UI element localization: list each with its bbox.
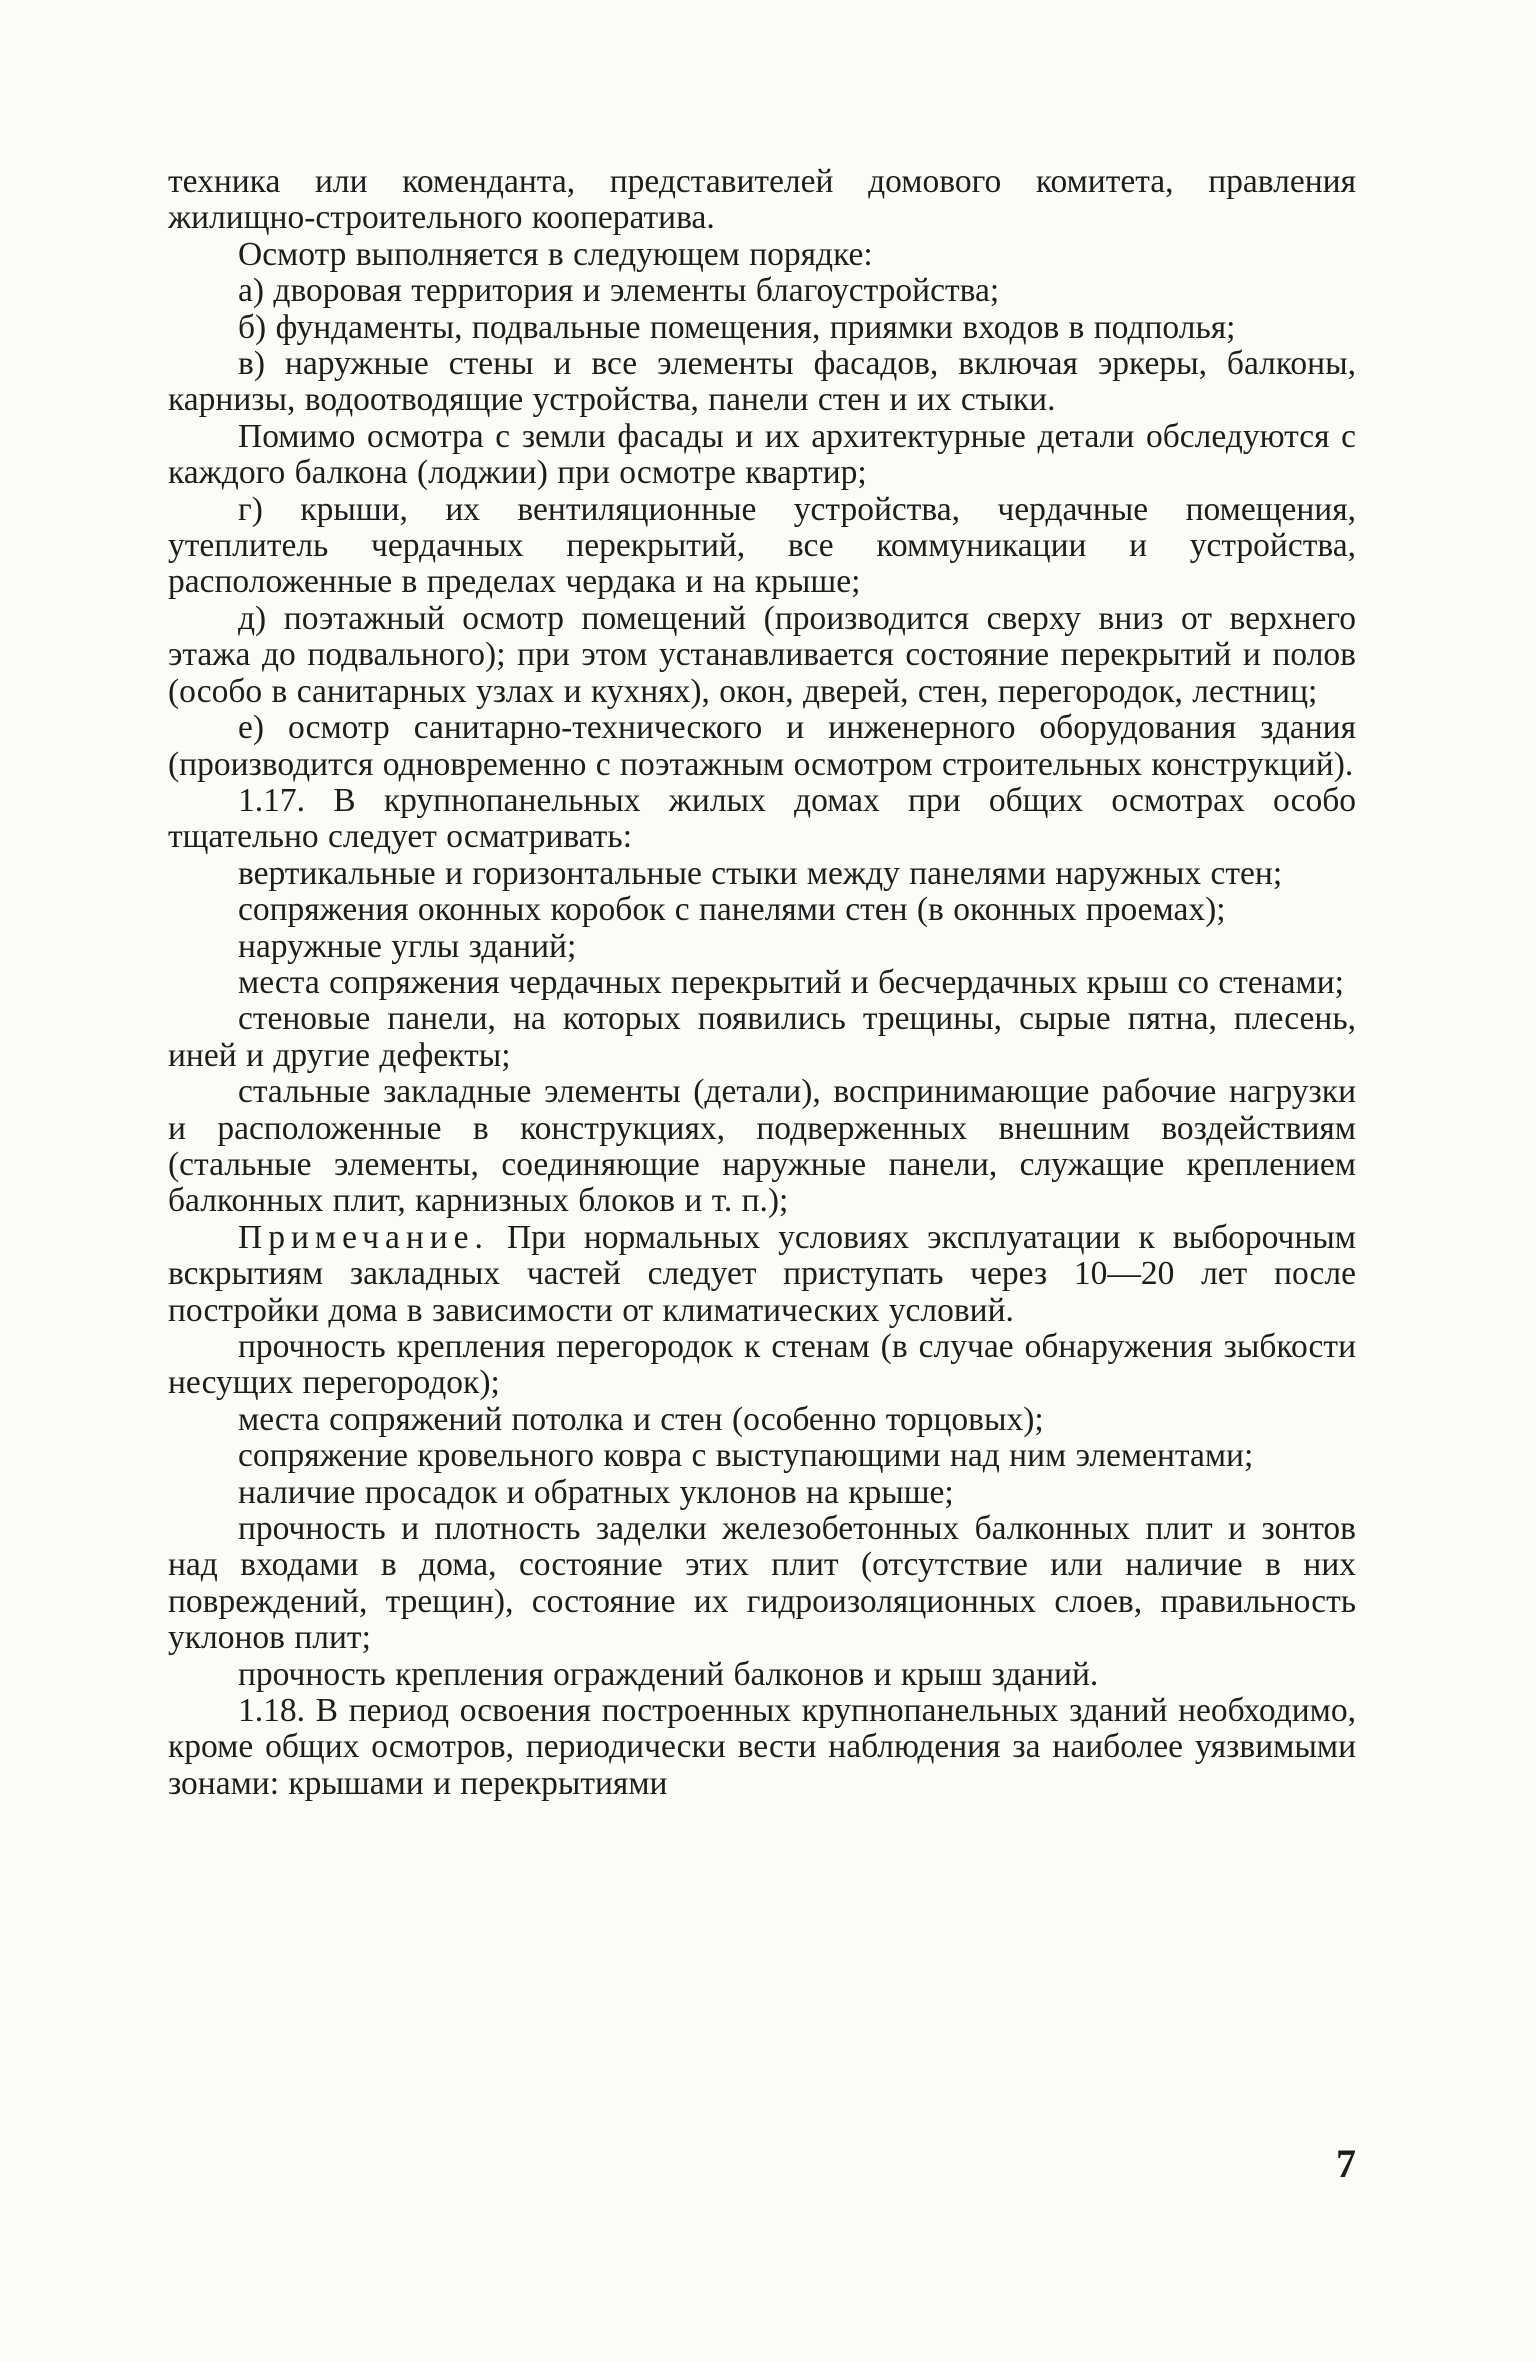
- list-item: стеновые панели, на которых появились трещины, сырые пятна, плесень, иней и другие дефекты;: [168, 1000, 1356, 1074]
- list-item-a: а) дворовая территория и элементы благоустройства;: [238, 272, 1000, 310]
- list-item: прочность и плотность заделки железобетонных балконных плит и зонтов над входами в дома, состояние этих плит (отсутствие или наличие в них повреждений, трещин), состояние их гидроизоляционных слоев, правильность уклонов плит;: [168, 1510, 1356, 1657]
- list-item: вертикальные и горизонтальные стыки между панелями наружных стен;: [238, 854, 1283, 892]
- list-item: наружные углы зданий;: [238, 927, 577, 965]
- paragraph: техника или коменданта, представителей домового комитета, правления жилищно-строительного кооператива.: [168, 163, 1356, 237]
- paragraph: Осмотр выполняется в следующем порядке:: [238, 235, 873, 273]
- list-item: сопряжения оконных коробок с панелями стен (в оконных проемах);: [238, 891, 1226, 929]
- page-number: 7: [1336, 2141, 1356, 2186]
- list-item-g: г) крыши, их вентиляционные устройства, чердачные помещения, утеплитель чердачных перекрытий, все коммуникации и устройства, расположенные в пределах чердака и на крыше;: [168, 490, 1356, 601]
- note-label: Примечание.: [238, 1218, 489, 1256]
- section-1-17: 1.17. В крупнопанельных жилых домах при общих осмотрах особо тщательно следует осматривать:: [168, 781, 1356, 856]
- list-item: места сопряжения чердачных перекрытий и бесчердачных крыш со стенами;: [238, 963, 1344, 1001]
- list-item: прочность крепления перегородок к стенам (в случае обнаружения зыбкости несущих перегородок);: [168, 1328, 1356, 1402]
- list-item-e: е) осмотр санитарно-технического и инженерного оборудования здания (производится одновременно с поэтажным осмотром строительных конструкций).: [168, 709, 1356, 783]
- section-1-18: 1.18. В период освоения построенных крупнопанельных зданий необходимо, кроме общих осмотров, периодически вести наблюдения за наиболее уязвимыми зонами: крышами и перекрытиями: [168, 1692, 1356, 1802]
- list-item: наличие просадок и обратных уклонов на крыше;: [238, 1473, 954, 1511]
- note: [168, 1220, 1356, 1329]
- list-item: прочность крепления ограждений балконов и крыш зданий.: [238, 1655, 1099, 1693]
- list-item-v: в) наружные стены и все элементы фасадов, включая эркеры, балконы, карнизы, водоотводящие устройства, панели стен и их стыки.: [168, 345, 1356, 419]
- list-item: места сопряжений потолка и стен (особенно торцовых);: [238, 1400, 1044, 1438]
- note-text: При нормальных условиях эксплуатации к выборочным вскрытиям закладных частей следует приступать через 10—20 лет после постройки дома в зависимости от климатических условий.: [168, 1218, 1356, 1329]
- list-item-d: д) поэтажный осмотр помещений (производится сверху вниз от верхнего этажа до подвального); при этом устанавливается состояние перекрытий и полов (особо в санитарных узлах и кухнях), окон, дверей, стен, перегородок, лестниц;: [168, 599, 1356, 710]
- paragraph: Помимо осмотра с земли фасады и их архитектурные детали обследуются с каждого балкона (лоджии) при осмотре квартир;: [168, 417, 1356, 492]
- list-item: сопряжение кровельного ковра с выступающими над ним элементами;: [238, 1437, 1254, 1475]
- body-text: [168, 164, 1356, 1802]
- list-item-b: б) фундаменты, подвальные помещения, приямки входов в подполья;: [238, 308, 1236, 346]
- list-item: стальные закладные элементы (детали), воспринимающие рабочие нагрузки и расположенные в конструкциях, подверженных внешним воздействиям (стальные элементы, соединяющие наружные панели, служащие креплением балконных плит, карнизных блоков и т. п.);: [168, 1073, 1356, 1220]
